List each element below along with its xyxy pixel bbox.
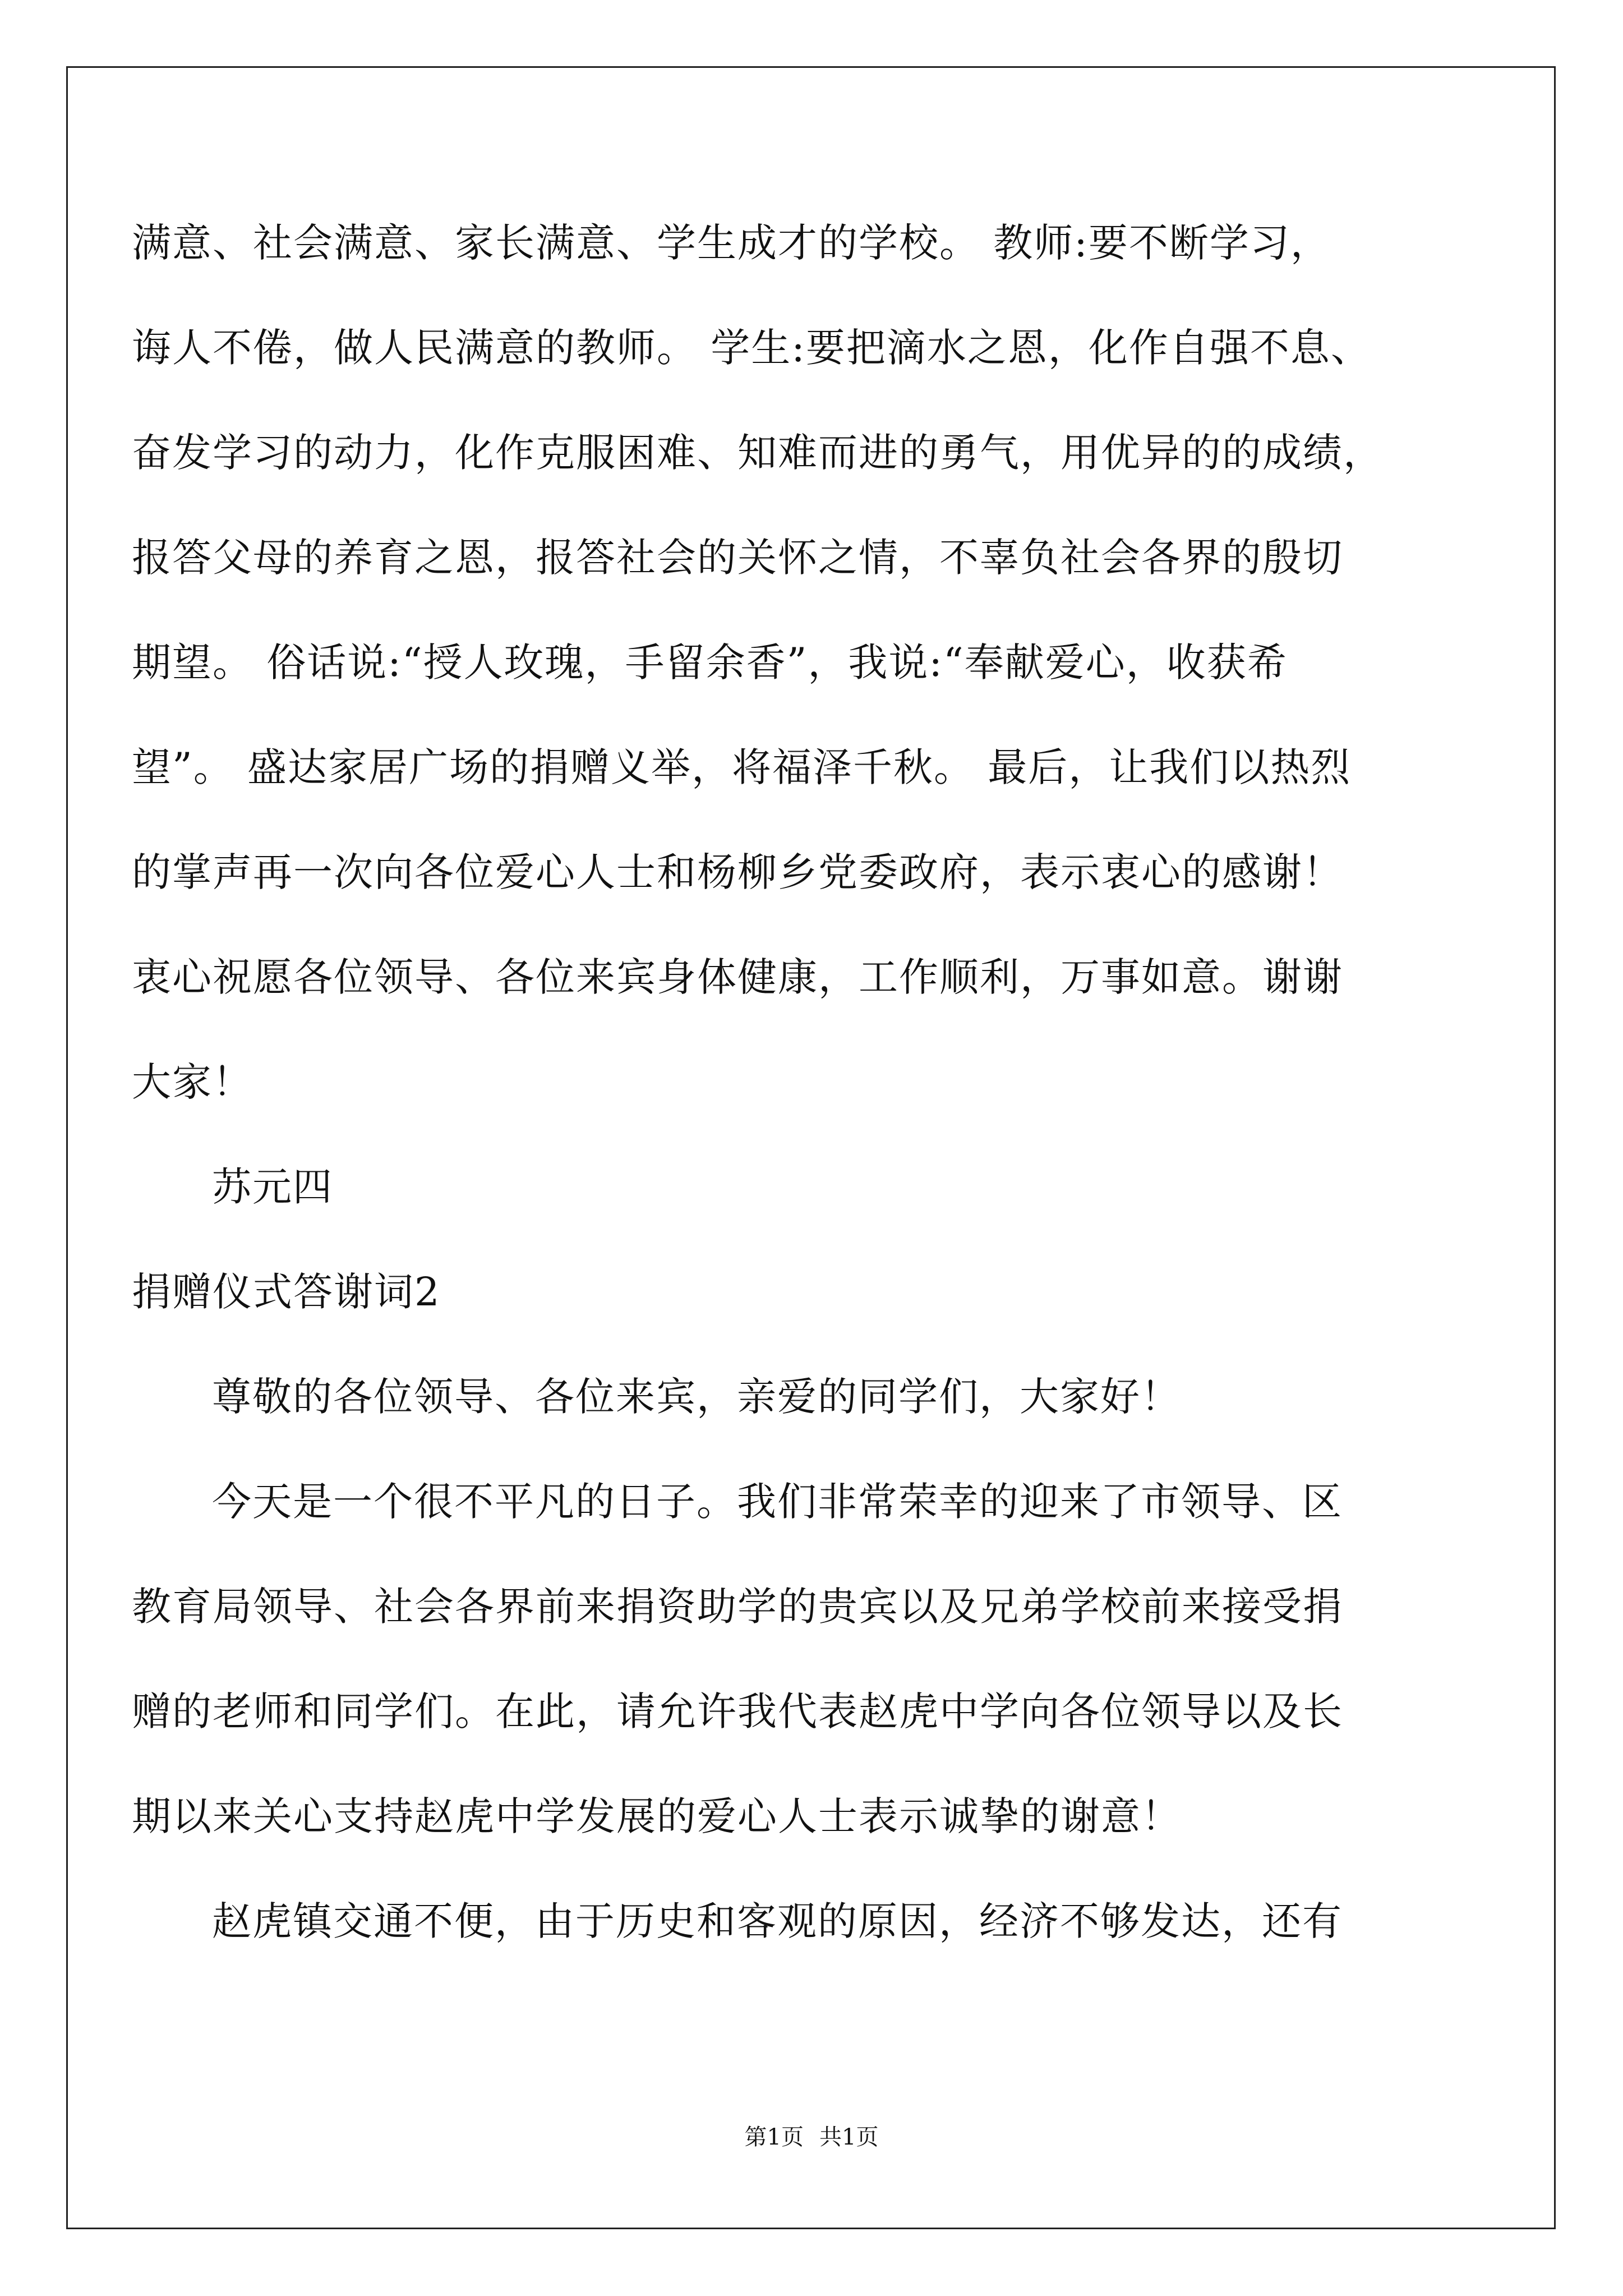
text-line: 报答父母的养育之恩，报答社会的关怀之情，不辜负社会各界的殷切 [132, 535, 1343, 581]
text-line: 满意、社会满意、家长满意、学生成才的学校。 教师:要不断学习， [132, 220, 1331, 266]
text-line: 期以来关心支持赵虎中学发展的爱心人士表示诚挚的谢意！ [132, 1793, 1182, 1839]
text-line: 奋发学习的动力，化作克服困难、知难而进的勇气，用优异的的成绩， [132, 430, 1384, 476]
text-line: 大家！ [132, 1059, 253, 1105]
text-line: 望”。 盛达家居广场的捐赠义举，将福泽千秋。 最后，让我们以热烈 [132, 744, 1352, 790]
text-line: 赵虎镇交通不便，由于历史和客观的原因，经济不够发达，还有 [212, 1898, 1343, 1944]
page-number-current: 第1页 [744, 2124, 804, 2150]
text-line: 教育局领导、社会各界前来捐资助学的贵宾以及兄弟学校前来接受捐 [132, 1584, 1343, 1630]
page-number-total: 共1页 [819, 2124, 879, 2150]
text-line: 诲人不倦，做人民满意的教师。 学生:要把滴水之恩，化作自强不息、 [132, 325, 1371, 371]
text-line: 期望。 俗话说:“授人玫瑰，手留余香”，我说:“奉献爱心，收获希 [132, 639, 1288, 685]
signature-name: 苏元四 [212, 1164, 333, 1210]
page-footer [0, 2126, 1623, 2148]
text-line: 衷心祝愿各位领导、各位来宾身体健康，工作顺利，万事如意。谢谢 [132, 954, 1343, 1000]
section-title: 捐赠仪式答谢词2 [132, 1269, 441, 1315]
text-line: 今天是一个很不平凡的日子。我们非常荣幸的迎来了市领导、区 [212, 1479, 1343, 1525]
text-line: 的掌声再一次向各位爱心人士和杨柳乡党委政府，表示衷心的感谢！ [132, 849, 1343, 895]
greeting-line: 尊敬的各位领导、各位来宾，亲爱的同学们，大家好！ [212, 1374, 1181, 1420]
text-line: 赠的老师和同学们。在此，请允许我代表赵虎中学向各位领导以及长 [132, 1688, 1343, 1734]
